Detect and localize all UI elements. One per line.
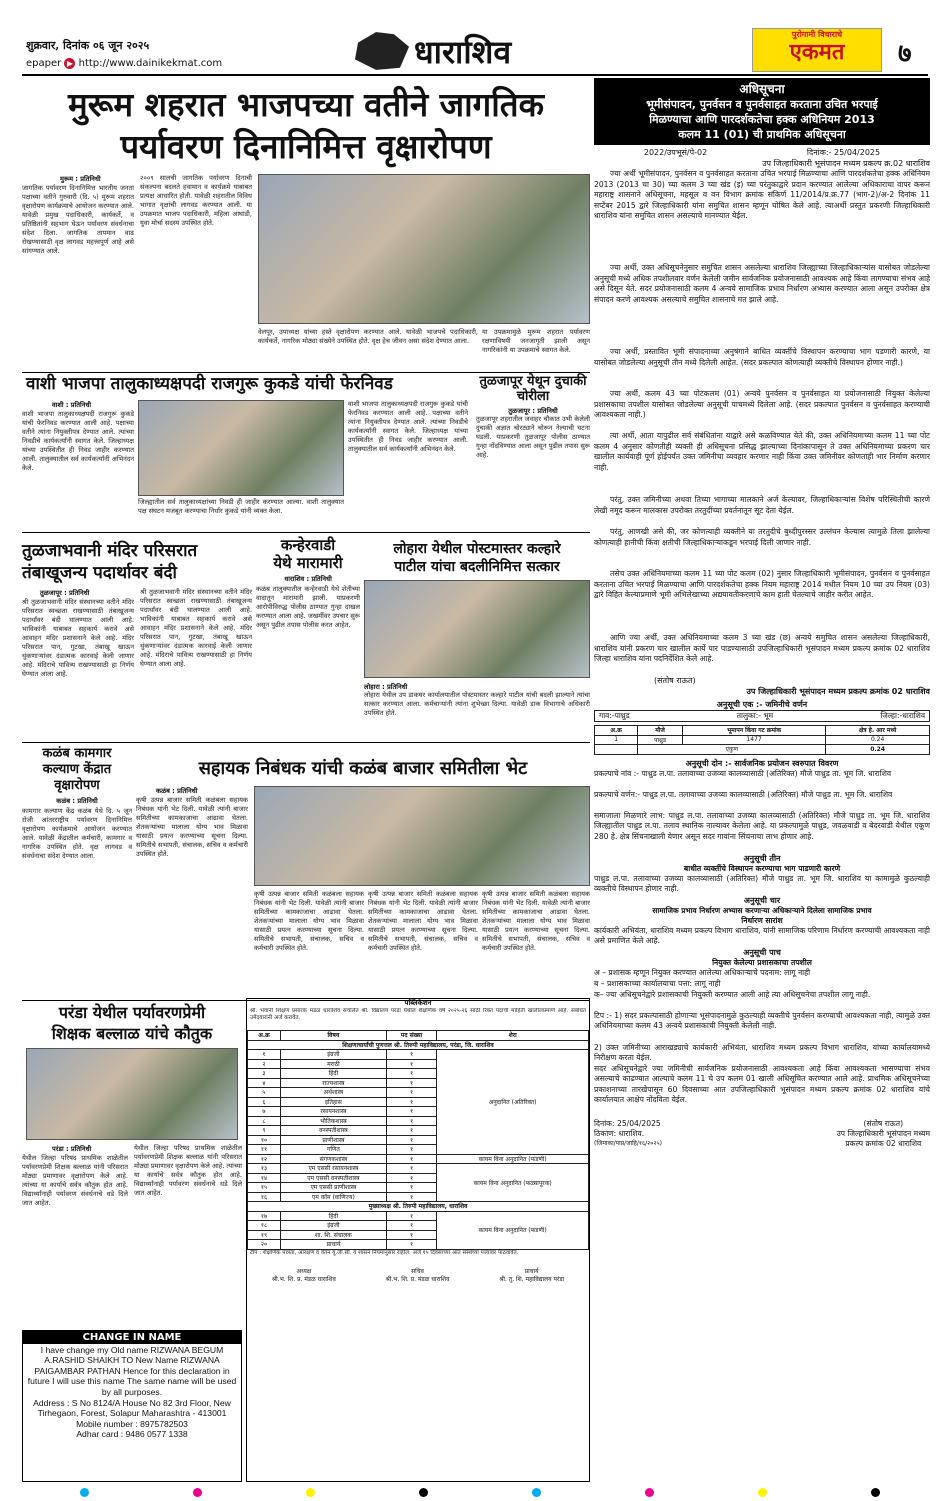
notice-para8: तसेच उक्त अधिनियमाच्या कलम 11 च्या पोट कलम (02) नुसार जिल्हाधिकारी भूमीसंपादन, पुनर्वसन व पुनर्वसाहत करताना उचित भरपाई मिळण्याचा आणि पारदर्शकतेचा हक्क नियम महाराष्ट्र 2014 मधील नियम 10 च्या उप नियम (03) द्वारे विहित केल्याप्रमाणे भूमी अभिलेखाच्या अद्ययावतीकरणाचे काम हाती घेतल्याचे जाहीर करीत आहेत. bbox=[594, 569, 930, 599]
table-cell: १ bbox=[386, 1230, 436, 1240]
table-cell: प्राचार्य bbox=[280, 1240, 386, 1250]
story7-headline: कळंब कामगार कल्याण केंद्रात वृक्षारोपण bbox=[42, 746, 112, 793]
table-cell: इतिहास bbox=[280, 1097, 386, 1107]
table-cell: मराठी bbox=[280, 1059, 386, 1069]
table-cell: १ bbox=[386, 1116, 436, 1126]
table-cell: १ bbox=[386, 1154, 436, 1164]
place-date: दिनांक: 25/04/2025 bbox=[594, 1118, 661, 1128]
header bbox=[0, 0, 945, 78]
schedule4-body: कार्यकारी अभियंता, धाराशिव मध्यम प्रकल्प विभाग धाराशिव, यांनी सामाजिक परिणाम निर्धारण करण्याची आवश्यकता नाही असे प्रमाणित केले आहे. bbox=[594, 925, 930, 945]
table-remark: अनुदानित (अतिरिक्त) bbox=[437, 1050, 589, 1155]
table-cell: १७ bbox=[248, 1211, 281, 1221]
table-remark: कायम विना अनुदानित (फडणी) bbox=[437, 1211, 589, 1249]
notice-sign-title2: उप जिल्हाधिकारी भूसंपादन मध्यम bbox=[836, 1128, 930, 1138]
table-cell: १ bbox=[386, 1059, 436, 1069]
table-notice-footnote: टीप : शैक्षणिक पात्रता, आरक्षण व वेतन यू.जी.सी. व शासन नियमानुसार राहील. अर्ज १५ दिवसांच्या आत संस्थेच्या पत्त्यावर पाठवावेत. bbox=[250, 1249, 519, 1256]
story9 bbox=[22, 1144, 242, 1324]
page-number: ७ bbox=[898, 39, 912, 69]
story1-photo bbox=[258, 174, 590, 324]
table-cell: १४ bbox=[248, 1173, 281, 1183]
table-cell: १ bbox=[386, 1097, 436, 1107]
table-cell: ५ bbox=[248, 1088, 281, 1098]
table-cell: एम एससी रसायनशास्त्र bbox=[280, 1164, 386, 1174]
notice-title-block bbox=[594, 78, 930, 145]
table-cell: संगणकशास्त्र bbox=[280, 1154, 386, 1164]
notice-para4: ज्या अर्थी, कलम 43 च्या पोटकलम (01) अन्वये पुनर्वसन व पुनर्वसाहत या प्रयोजनासाठी नियुक्त केलेल्या प्रशासकाचा तपशील यासोबत जोडलेल्या अनुसूची पाचमध्ये दिलेला आहे. (सदर प्रकल्पात पुनर्वसन व पुनर्वसाहत करण्याची आवश्यकता नाही.) bbox=[594, 389, 930, 419]
note2: 2) उक्त जमिनीच्या आराखड्याचे कार्यकारी अभियंता, धाराशिव मध्यम प्रकल्प विभाग धाराशिव, यांच्या कार्यालयामध्ये निरीक्षण करता येईल. bbox=[594, 1042, 930, 1062]
notice-para1: ज्या अर्थी भूमीसंपादन, पुनर्वसन व पुनर्वसाहत करताना उचित भरपाई मिळण्याचा आणि पारदर्शकतेचा हक्क अधिनियम 2013 (2013 चा 30) च्या कलम 3 च्या खंड (इ) च्या परंतुकाद्वारे प्रदान करण्यात आलेल्या अधिकाराचा वापर करून महाराष्ट्र शासनाने अधिसूचना, महसूल व वन विभाग क्रमांक संकिर्ण 11/2014/प्र.क्र.77 (भाग-2)/अ-2 दिनांक 11 सप्टेंबर 2015 द्वारे जिल्हाधिकारी यांना समुचित शासन म्हणून घोषित केले आहे. त्याअर्थी प्रस्तुत प्रकरणी जिल्हाधिकारी धाराशिव यांना समुचित शासन असल्याचे मानण्यात येईल. bbox=[594, 169, 930, 220]
story9-byline: परंडा : प्रतिनिधी bbox=[52, 1145, 92, 1153]
notice-sign-title3: प्रकल्प क्रमांक 02 धाराशिव bbox=[845, 1138, 922, 1148]
schedule-header: भूमापन किंवा गट क्रमांक bbox=[682, 726, 825, 736]
paper-name: एकमत bbox=[789, 40, 845, 65]
schedule-header: अ.क्र bbox=[595, 726, 638, 736]
story6 bbox=[364, 682, 590, 738]
table-cell: १८ bbox=[248, 1221, 281, 1231]
note3: सदर अधिसूचनेद्वारे ज्या जमिनीची सार्वजनिक प्रयोजनासाठी आवश्यकता आहे किंवा आवश्यकता भासण्याचा संभव असल्याचे काढण्यात आल्याचे कलम 11 चे उप कलम 01 खाली अधिसूचित करण्यात आले आहे. प्राथमिक अधिसूचनेच्या प्रकाशनाच्या तारखेपासून 60 दिवसाच्या आत उपजिल्हाधिकारी भूसंपादन मध्यम प्रकल्प क्रमांक 02 धाराशिव यांचे कार्यालयात आक्षेप नोंदविता येईल. bbox=[594, 1063, 930, 1104]
table-cell: १ bbox=[386, 1183, 436, 1193]
schedule5-a: अ – प्रशासक म्हणून नियुक्त करण्यात आलेल्या अधिकाऱ्याचे पदनाम: लागू नाही bbox=[594, 967, 811, 977]
story6-photo bbox=[364, 580, 590, 678]
story2-body2: जिल्ह्यातील सर्व तालुकाध्यक्षांच्या निवडी ही जाहीर करण्यात आल्या. वाशी तालुक्यात पक्ष संघटन मजबूत करण्याचा निर्धार कुकडे यांनी व्यक्त केला. bbox=[138, 498, 344, 515]
notice-title-1: भूमीसंपादन, पुनर्वसन व पुनर्वसाहत करताना उचित भरपाई bbox=[646, 98, 878, 111]
website-link[interactable]: http://www.dainikekmat.com bbox=[78, 58, 223, 69]
dot-icon bbox=[419, 1488, 428, 1497]
schedule-cell: 1477 bbox=[682, 735, 825, 745]
table-cell: १६ bbox=[248, 1192, 281, 1202]
story1-byline: मुरूम : प्रतिनिधी bbox=[60, 175, 101, 183]
masthead bbox=[752, 28, 882, 72]
story8-body: कृषी उत्पन्न बाजार समिती कळंबला सहायक निबंधक यांनी भेट दिली. यावेळी त्यांनी बाजार समितीच्या कामकाजाचा आढावा घेतला. शेतकऱ्यांच्या मालाला योग्य भाव मिळावा यासाठी प्रयत्न करण्याच्या सूचना दिल्या. समितीचे सभापती, संचालक, सचिव व कर्मचारी उपस्थित होते. bbox=[136, 796, 248, 858]
table-row bbox=[248, 1211, 589, 1221]
change-name-address: Address : S No 8124/A House No 82 3rd Floor, New Tirhegaon, Forest, Solapur Maharashtra - 413001 bbox=[33, 1398, 231, 1419]
divider bbox=[22, 742, 590, 743]
table-cell: १ bbox=[386, 1126, 436, 1136]
taluka: तालुका:- भूम bbox=[736, 711, 774, 720]
schedule5-title: अनुसूची पाच bbox=[743, 947, 781, 957]
story3-headline: तुळजापूर येथून दुचाकी चोरीला bbox=[479, 374, 587, 404]
table-cell: ७ bbox=[248, 1107, 281, 1117]
sign-1b: श्री.भ. शि. प्र. मंडळ धाराशिव bbox=[271, 1275, 336, 1283]
table-header: पद संख्या bbox=[386, 1031, 436, 1041]
table-cell: १ bbox=[386, 1240, 436, 1250]
notice-para7: परंतु, आणखी असे की, जर कोणत्याही व्यक्तीने या तरतुदीचे बुध्दीपुरस्सर उल्लंघन केल्यास त्यामुळे तिला झालेल्या कोणत्याही हानीची किंवा क्षतीची जिल्हाधिकाऱ्याकडून भरपाई दिली जाणार नाही. bbox=[594, 527, 930, 547]
schedule2-title: अनुसूची दोन :- सार्वजनिक प्रयोजन स्वरुपात विवरण bbox=[685, 758, 839, 768]
table-cell: ३ bbox=[248, 1069, 281, 1079]
table-cell: एम कॉम (वाणिज्य) bbox=[280, 1192, 386, 1202]
dot-icon bbox=[80, 1488, 89, 1497]
story8-headline: सहायक निबंधक यांची कळंब बाजार समितीला भेट bbox=[198, 758, 528, 779]
story1 bbox=[22, 172, 590, 372]
table-header: अ.क्र bbox=[248, 1031, 281, 1041]
total-blank bbox=[595, 745, 638, 755]
table-header: विषय bbox=[280, 1031, 386, 1041]
notice-ref-row bbox=[594, 147, 930, 158]
epaper-label: epaper bbox=[26, 58, 62, 69]
change-name-title: CHANGE IN NAME bbox=[23, 1331, 241, 1344]
district: जिल्हा:-धाराशिव bbox=[880, 711, 925, 720]
notice-sign-name: (संतोष राऊत) bbox=[654, 676, 696, 685]
story8-body4: कृषी उत्पन्न बाजार समिती कळंबला सहायक निबंधक यांनी भेट दिली. यावेळी त्यांनी बाजार समितीच्या कामकाजाचा आढावा घेतला. शेतकऱ्यांच्या मालाला योग्य भाव मिळावा यासाठी प्रयत्न करण्याच्या सूचना दिल्या. समितीचे सभापती, संचालक, सचिव व कर्मचारी उपस्थित होते. bbox=[482, 890, 590, 952]
table-cell: इंग्रजी bbox=[280, 1050, 386, 1060]
project-name: प्रकल्पाचे नांव :- पाथ्रुड ल.पा. तलावाच्या उजव्या कालव्यासाठी (अतिरिक्त) मौजे पाथ्रुड ता. भूम जि. धाराशिव bbox=[594, 768, 892, 778]
schedule3-sub: बाधीत व्यक्तींचे विस्थापन करण्याचा भाग पाडणारी कारणे bbox=[683, 863, 841, 873]
story8-byline: कळंब : प्रतिनिधी bbox=[156, 787, 198, 795]
dot-icon bbox=[306, 1488, 315, 1497]
table-cell: शा. शि. संचालक bbox=[280, 1230, 386, 1240]
table-cell: १ bbox=[386, 1069, 436, 1079]
story5-headline: कन्हेरवाडी येथे मारामारी bbox=[273, 536, 343, 572]
table-cell: १२ bbox=[248, 1154, 281, 1164]
notice-para6: परंतु, उक्त जमिनीच्या अथवा तिच्या भागाच्या मालकाने अर्ज केल्यावर, जिल्हाधिकाऱ्यांस विशेष परिस्थितीची कारणे लेखी नमूद करून मालकास उपरोक्त तरतुदींच्या प्रवर्तनातून सूट देता येईल. bbox=[594, 495, 930, 515]
table-cell: एम एससी प्राणीशास्त्र bbox=[280, 1183, 386, 1193]
table-row bbox=[248, 1164, 589, 1174]
dot-icon bbox=[871, 1488, 880, 1497]
schedule-cell: 0.24 bbox=[826, 735, 930, 745]
table-cell: १ bbox=[386, 1145, 436, 1155]
notice-para9: आणि ज्या अर्थी, उक्त अधिनियमाच्या कलम 3 च्या खंड (छ) अन्वये समुचित शासन असलेल्या जिल्हाधिकारी, धाराशिव यांनी प्रकरण चार खालील कार्ये पार पाडण्यासाठी उपजिल्हाधिकारी भूसंपादन मध्यम प्रकल्प क्रमांक 02 धाराशिव जिल्हा धाराशिव यांना पदनिर्देशित केले आहे. bbox=[594, 633, 930, 663]
table-row bbox=[248, 1050, 589, 1060]
section-title: धाराशिव bbox=[414, 33, 512, 71]
divider bbox=[22, 532, 590, 533]
table-header: शेरा bbox=[437, 1031, 589, 1041]
story8-photo bbox=[254, 786, 590, 886]
table-cell: १ bbox=[386, 1050, 436, 1060]
total-label: एकुण bbox=[638, 745, 826, 755]
dot-icon bbox=[193, 1488, 202, 1497]
story5 bbox=[256, 536, 360, 740]
story9-headline: परंडा येथील पर्यावरणप्रेमी शिक्षक बल्लाळ यांचे कौतुक bbox=[51, 1003, 213, 1043]
tagline: पुरोगामी विचाराचे bbox=[791, 30, 843, 39]
schedule4-sub: सामाजिक प्रभाव निर्धारण अभ्यास करणाऱ्या अधिकाऱ्याने दिलेला सामाजिक प्रभाव bbox=[652, 905, 872, 915]
vacancy-table bbox=[247, 1030, 589, 1250]
table-cell: १ bbox=[386, 1135, 436, 1145]
table-cell: राज्यशास्त्र bbox=[280, 1078, 386, 1088]
schedule1-title: अनुसूची एक :- जमिनीचे वर्णन bbox=[716, 700, 808, 709]
story1-caption2: या उपक्रमामुळे मुरूम शहरात पर्यावरण रक्षणाविषयी जनजागृती झाली असून नागरिकांनी या उपक्रमाचे स्वागत केले. bbox=[482, 328, 590, 354]
story8 bbox=[136, 786, 590, 1000]
story8-body2: कृषी उत्पन्न बाजार समिती कळंबला सहायक निबंधक यांनी भेट दिली. यावेळी त्यांनी बाजार समितीच्या कामकाजाचा आढावा घेतला. शेतकऱ्यांच्या मालाला योग्य भाव मिळावा यासाठी प्रयत्न करण्याच्या सूचना दिल्या. समितीचे सभापती, संचालक, सचिव व कर्मचारी उपस्थित होते. bbox=[254, 890, 364, 952]
schedule1-place bbox=[594, 710, 930, 722]
story1-col2: २००९ सालची जागतिक पर्यावरण दिनाची संकल्पना बदलते हवामान व कार्यक्रमे याबाबत प्रत्यक्ष आधारित होती. यावेळी शहरातील विविध भागात वृक्षांची लागवड करण्यात आली. या उपक्रमात भाजप पदाधिकारी, महिला आघाडी, युवा मोर्चा सदस्य उपस्थित होते. bbox=[140, 174, 252, 227]
note1: टिप :- 1) सदर प्रकल्पासाठी होणाऱ्या भूसंपादनामुळे कुठल्याही व्यक्तीचे पुनर्वसन करण्याची आवश्यकता नाही, त्यामुळे उक्त अधिनियमाच्या कलम 43 अन्वये प्रशासकाची नियुक्ती केलेली नाही. bbox=[594, 1010, 930, 1030]
table-cell: अर्थशास्त्र bbox=[280, 1088, 386, 1098]
color-marks bbox=[80, 1488, 880, 1498]
table-cell: १ bbox=[386, 1221, 436, 1231]
schedule-cell: 1 bbox=[595, 735, 638, 745]
notice bbox=[594, 78, 930, 1486]
table-cell: ४ bbox=[248, 1078, 281, 1088]
table-cell: १० bbox=[248, 1135, 281, 1145]
story6-body: लोहारा येथील उप डाकघर कार्यालयातील पोस्टमास्तर कल्हारे पाटील यांची बदली झाल्याने त्यांचा सत्कार करण्यात आला. कर्मचाऱ्यांनी त्यांना शुभेच्छा दिल्या. यावेळी डाक विभागाचे अधिकारी उपस्थित होते. bbox=[364, 691, 590, 717]
story1-caption: वेलपूर, उपाध्यक्ष यांच्या हस्ते वृक्षारोपण करण्यात आले. यावेळी भाजपचे पदाधिकारी, कार्यकर्ते, नागरिक मोठ्या संख्येने उपस्थित होते. वृक्ष हेच जीवन असा संदेश देण्यात आला. bbox=[258, 328, 478, 345]
schedule4-title: अनुसूची चार bbox=[743, 895, 781, 905]
change-name-body: I have change my Old name RIZWANA BEGUM A.RASHID SHAIKH TO New Name RIZWANA PAIGAMBAR PATHAN Hence for this declaration in future I will use this name The same name will be used by all purposes. bbox=[27, 1345, 237, 1397]
schedule3-body: पाथ्रुड ल.पा. तलावाच्या उजव्या कालव्यासाठी (अतिरिक्त) मौजे पाथ्रुड ता. भूम जि. धाराशिव या कामामुळे कुठल्याही व्यक्तीचे विस्थापन होणार नाही. bbox=[594, 873, 930, 893]
sign-3: प्राचार्य bbox=[524, 1267, 539, 1275]
dot-icon bbox=[645, 1488, 654, 1497]
notice-office: उप जिल्हाधिकारी भूसंपादन मध्यम प्रकल्प क्र.02 धाराशिव bbox=[762, 159, 930, 168]
schedule5-b: ब – प्रशासकाच्या कार्यालयाचा पत्ता: लागू नाही bbox=[594, 978, 721, 988]
table-cell: ६ bbox=[248, 1097, 281, 1107]
schedule-header: क्षेत्र हे. आर मध्ये bbox=[826, 726, 930, 736]
notice-footer bbox=[594, 1119, 930, 1149]
table-section: मुख्याध्यक्ष श्री. तिरुपी महाविद्यालय, धाराशिव bbox=[248, 1202, 589, 1212]
schedule5-c: क– ज्या अधिसूचनेद्वारे प्रशासकाची नियुक्ती करण्यात आली आहे त्या अधिसूचनेचा तपशील लागू नाही. bbox=[594, 989, 871, 999]
table-cell: १ bbox=[386, 1078, 436, 1088]
story5-byline: धाराशिव : प्रतिनिधी bbox=[284, 575, 332, 583]
table-cell: वनस्पतीशास्त्र bbox=[280, 1126, 386, 1136]
table-cell: हिंदी bbox=[280, 1211, 386, 1221]
schedule1-table bbox=[594, 725, 930, 755]
table-cell: १ bbox=[386, 1088, 436, 1098]
notice-para5: त्या अर्थी, आता यापुढील सर्व संबंधितांना याद्वारे असे कळविण्यात येते की, उक्त अधिनियमाच्या कलम 11 च्या पोट कलम 4 अनुसार कोणतीही व्यक्ती ही अधिसूचना प्रसिद्ध झाल्याच्या दिनांकापासून ते उक्त अधिनियमाच्या प्रकरण चार खालील कार्यवाही पूर्ण होईपर्यंत उक्त जमिनीचा व्यवहार करणार नाही किंवा उक्त जमिनीवर कोणताही भार निर्माण करणार नाही. bbox=[594, 431, 930, 472]
story2 bbox=[22, 398, 470, 528]
story1-headline: मुरूम शहरात भाजपच्या वतीने जागतिक पर्यावरण दिनानिमित्त वृक्षारोपण bbox=[68, 85, 544, 166]
story2-body: वाशी भाजपा तालुकाध्यक्षपदी राजगुरू कुकडे यांची फेरनिवड करण्यात आली आहे. पक्षाच्या वतीने त्यांना नियुक्तीपत्र देण्यात आले. त्यांच्या निवडीचे कार्यकर्त्यांनी स्वागत केले. जिल्हाध्यक्ष यांच्या उपस्थितीत ही निवड जाहीर करण्यात आली. तालुक्यातील सर्व कार्यकर्त्यांनी अभिनंदन केले. bbox=[22, 410, 134, 472]
table-notice-intro: श्री. भवानी शिक्षण प्रसारक मंडळ धाराशिव संचलित श्री. विद्यालय परंडा येथील शैक्षणिक वर्ष २०२५-२६ साठी रिक्त पदांची माहिती खालीलप्रमाणे आहे. संबंधित उमेदवारांनी अर्ज करावेत. bbox=[250, 1008, 586, 1021]
table-cell: १५ bbox=[248, 1183, 281, 1193]
sign-2: सचिव bbox=[411, 1267, 424, 1275]
story6-byline: लोहारा : प्रतिनिधी bbox=[364, 683, 408, 691]
story4 bbox=[22, 588, 252, 738]
village: गाव:-पाथ्रुड bbox=[599, 711, 630, 720]
story2-body3: वाशी भाजपा तालुकाध्यक्षपदी राजगुरू कुकडे यांची फेरनिवड करण्यात आली आहे. पक्षाच्या वतीने त्यांना नियुक्तीपत्र देण्यात आले. त्यांच्या निवडीचे कार्यकर्त्यांनी स्वागत केले. जिल्हाध्यक्ष यांच्या उपस्थितीत ही निवड जाहीर करण्यात आली. तालुक्यातील सर्व कार्यकर्त्यांनी अभिनंदन केले. bbox=[348, 400, 468, 453]
sign-2b: श्री.भ. शि. प्र. मंडळ धाराशिव bbox=[385, 1275, 450, 1283]
story3-byline: तुळजापूर : प्रतिनिधी bbox=[508, 407, 558, 415]
table-cell: १ bbox=[386, 1164, 436, 1174]
notice-ref: 2022/उपभूसं/पे-02 bbox=[643, 148, 708, 157]
table-remark: कायम विना अनुदानित (फडणी) bbox=[437, 1154, 589, 1164]
story9-body: येथील जिल्हा परिषद प्राथमिक शाळेतील पर्यावरणप्रेमी शिक्षक बल्लाळ यांनी परिसरात मोठ्या प्रमाणावर वृक्षारोपण केले आहे. त्यांच्या या कार्याचे सर्वत्र कौतुक होत आहे. विद्यार्थ्यांनाही पर्यावरण संवर्धनाचे धडे दिले जात आहेत. bbox=[22, 1154, 128, 1207]
story5-body: कळंब तालुक्यातील कन्हेरवाडी येथे शेतीच्या वादातून मारामारी झाली. याप्रकरणी आरोपीविरुद्ध पोलीस ठाण्यात गुन्हा दाखल करण्यात आला आहे. जखमींवर उपचार सुरू असून पुढील तपास पोलीस करत आहेत. bbox=[256, 585, 360, 629]
table-cell: १ bbox=[386, 1192, 436, 1202]
table-cell: रसायनशास्त्र bbox=[280, 1107, 386, 1117]
story9-body2: येथील जिल्हा परिषद प्राथमिक शाळेतील पर्यावरणप्रेमी शिक्षक बल्लाळ यांनी परिसरात मोठ्या प्रमाणावर वृक्षारोपण केले आहे. त्यांच्या या कार्याचे सर्वत्र कौतुक होत आहे. विद्यार्थ्यांनाही पर्यावरण संवर्धनाचे धडे दिले जात आहेत. bbox=[134, 1144, 242, 1197]
notice-title-3: कलम 11 (01) ची प्राथमिक अधिसूचना bbox=[678, 128, 846, 141]
benefit: समाजाला मिळणारे लाभ: पाथ्रुड ल.पा. तलावाच्या उजव्या कालव्यासाठी (अतिरिक्त) मौजे पाथ्रुड ता. भूम जि. धाराशिव जिल्ह्यातील पाथ्रुड ल.पा. तलाव स्थानिक नाल्यावर केलेला आहे. या प्रकल्पामुळे पाथ्रुड, जवळवाडी व बेदरवाडी येथील एकूण 280 हे. क्षेत्र सिंचनाखाली येणार असून सदर गावांना सिंचनाचा लाभ होणार आहे. bbox=[594, 810, 930, 841]
story2-photo bbox=[138, 400, 344, 496]
table-cell: भौतिकशास्त्र bbox=[280, 1116, 386, 1126]
story2-headline: वाशी भाजपा तालुकाध्यक्षपदी राजगुरू कुकडे यांची फेरनिवड bbox=[26, 374, 393, 394]
table-cell: १ bbox=[248, 1050, 281, 1060]
table-row bbox=[248, 1154, 589, 1164]
table-notice bbox=[246, 998, 590, 1482]
story3-body: तुळजापूर शहरातील जवाहर चौकात उभी केलेली दुचाकी अज्ञात चोरट्याने चोरून नेल्याची घटना घडली. याप्रकरणी तुळजापूर पोलीस ठाण्यात गुन्हा नोंदविण्यात आला असून पुढील तपास सुरू आहे. bbox=[476, 415, 590, 459]
table-notice-signatures bbox=[247, 1267, 589, 1283]
table-cell: १९ bbox=[248, 1230, 281, 1240]
story9-photo bbox=[26, 1048, 238, 1140]
header-rule bbox=[22, 74, 928, 76]
story7-body: कामगार कल्याण केंद्र कळंब येथे दि. ५ जून रोजी आंतरराष्ट्रीय पर्यावरण दिनानिमित्त वृक्षारोपण कार्यक्रमाचे आयोजन करण्यात आले. यावेळी केंद्रातील कर्मचारी, कामगार व नागरिक उपस्थित होते. वृक्ष लागवड व संवर्धनाचा संदेश देण्यात आला. bbox=[22, 807, 132, 860]
footer-ref: (जिमाका/पाप्र/जाहि/१६/२०२५) bbox=[594, 1139, 662, 1147]
table-cell: १ bbox=[386, 1173, 436, 1183]
notice-sign-title: उप जिल्हाधिकारी भूसंपादन मध्यम प्रकल्प क्रमांक 02 धाराशिव bbox=[746, 687, 930, 696]
table-cell: प्राणीशास्त्र bbox=[280, 1135, 386, 1145]
table-notice-title: पब्लिकेशन bbox=[404, 999, 432, 1007]
table-cell: २० bbox=[248, 1240, 281, 1250]
date-line: शुक्रवार, दिनांक ०६ जून २०२५ bbox=[26, 39, 150, 52]
table-cell: हिंदी bbox=[280, 1069, 386, 1079]
dot-icon bbox=[532, 1488, 541, 1497]
schedule5-sub: नियुक्त केलेल्या प्रशासकाचा तपशील bbox=[712, 957, 812, 967]
notice-title-2: मिळण्याचा आणि पारदर्शकतेचा हक्क अधिनियम 2013 bbox=[649, 113, 875, 126]
notice-date: दिनांक:- 25/04/2025 bbox=[806, 148, 881, 157]
notice-para3: ज्या अर्थी, प्रस्तावित भूमी संपादनाच्या अनुषंगाने बाधित व्यक्तींचे विस्थापन करण्याचा भाग पडणारी कारणे, या यासोबत जोडलेल्या अनुसूची तीन मध्ये दिलेली आहेत. (सदर प्रकल्पात कोणत्याही व्यक्तीचे विस्थापन होणार नाही.) bbox=[594, 347, 930, 367]
project-desc: प्रकल्पाचे वर्णन:- पाथ्रुड ल.पा. तलावाच्या उजव्या कालव्यासाठी (अतिरिक्त) मौजे पाथ्रुड ता. भूम जि. धाराशिव bbox=[594, 789, 893, 799]
arrow-icon: ▶ bbox=[64, 58, 75, 69]
table-cell: २ bbox=[248, 1059, 281, 1069]
table-section: शिक्षणाचार्यांची पुणत्तल श्री. तिरुपी महाविद्यालय, परंडा, जि. धाराशिव bbox=[248, 1040, 589, 1050]
change-name-ad bbox=[22, 1330, 242, 1482]
schedule-cell: पाथ्रुड bbox=[638, 735, 683, 745]
story7-byline: कळंब : प्रतिनिधी bbox=[56, 797, 98, 805]
table-cell: गणित bbox=[280, 1145, 386, 1155]
dot-icon bbox=[758, 1488, 767, 1497]
place: ठिकाण: धाराशिव. bbox=[594, 1128, 645, 1138]
table-cell: ९ bbox=[248, 1126, 281, 1136]
table-cell: १ bbox=[386, 1211, 436, 1221]
notice-sign-name2: (संतोष राऊत) bbox=[863, 1118, 904, 1128]
table-cell: ८ bbox=[248, 1116, 281, 1126]
table-cell: एम एससी वनस्पतीशास्त्र bbox=[280, 1173, 386, 1183]
story7 bbox=[22, 746, 132, 1000]
total-value: 0.24 bbox=[826, 745, 930, 755]
notice-sign bbox=[594, 675, 930, 686]
story4-body2: श्री तुळजाभवानी मंदिर संस्थानच्या वतीने मंदिर परिसरात स्वच्छता राखण्यासाठी तंबाखूजन्य पदार्थांवर बंदी घालण्यात आली आहे. भाविकांनी याबाबत सहकार्य करावे असे आवाहन मंदिर प्रशासनाने केले आहे. मंदिर परिसरात पान, गुटखा, तंबाखू खाऊन थुंकणाऱ्यांवर दंडात्मक कारवाई केली जाणार आहे. मंदिराचे पावित्र्य राखण्यासाठी हा निर्णय घेण्यात आला आहे. bbox=[140, 588, 252, 668]
table-cell: १ bbox=[386, 1107, 436, 1117]
story8-body3: कृषी उत्पन्न बाजार समिती कळंबला सहायक निबंधक यांनी भेट दिली. यावेळी त्यांनी बाजार समितीच्या कामकाजाचा आढावा घेतला. शेतकऱ्यांच्या मालाला योग्य भाव मिळावा यासाठी प्रयत्न करण्याच्या सूचना दिल्या. समितीचे सभापती, संचालक, सचिव व कर्मचारी उपस्थित होते. bbox=[368, 890, 478, 952]
table-cell: १३ bbox=[248, 1164, 281, 1174]
story4-byline: तुळजापूर : प्रतिनिधी bbox=[40, 589, 90, 597]
story6-headline: लोहारा येथील पोस्टमास्तर कल्हारे पाटील यांचा बदलीनिमित्त सत्कार bbox=[393, 541, 561, 575]
table-remark: कायम विना अनुदानित (फळ्यापूरक) bbox=[437, 1164, 589, 1202]
story4-headline: तुळजाभवानी मंदिर परिसरात तंबाखूजन्य पदार्थावर बंदी bbox=[22, 541, 198, 583]
notice-para2: ज्या अर्थी, उक्त अधिसूचनेनुसार समुचित शासन असलेल्या धाराशिव जिल्ह्याच्या जिल्हाधिकाऱ्यांस यासोबत जोडलेल्या अनुसूची मध्ये अधिक तपशीलवार वर्णन केलेली जमीन सार्वजनिक प्रयोजनासाठी आवश्यक आहे किंवा लागण्याचा संभव आहे असे दिसून येते. सदर प्रयोजनासाठी कलम 4 अन्वये सामाजिक प्रभाव निर्धारण अभ्यास करण्यात आला असून उपरोक्त क्षेत्र संपादन करणे आवश्यक असल्याचे समुचित शासनाचे मत झाले आहे. bbox=[594, 263, 930, 304]
notice-heading: अधिसूचना bbox=[739, 82, 785, 96]
story3 bbox=[476, 374, 590, 530]
table-cell: इंग्रजी bbox=[280, 1221, 386, 1231]
story4-body: श्री तुळजाभवानी मंदिर संस्थानच्या वतीने मंदिर परिसरात स्वच्छता राखण्यासाठी तंबाखूजन्य पदार्थांवर बंदी घालण्यात आली आहे. भाविकांनी याबाबत सहकार्य करावे असे आवाहन मंदिर प्रशासनाने केले आहे. मंदिर परिसरात पान, गुटखा, तंबाखू खाऊन थुंकणाऱ्यांवर दंडात्मक कारवाई केली जाणार आहे. मंदिराचे पावित्र्य राखण्यासाठी हा निर्णय घेण्यात आला आहे. bbox=[22, 598, 134, 678]
table-cell: ११ bbox=[248, 1145, 281, 1155]
schedule4-sub2: निर्धारण सारांश bbox=[741, 915, 783, 925]
change-name-adhar: Adhar card : 9486 0577 1338 bbox=[76, 1429, 188, 1440]
epaper-line bbox=[26, 58, 222, 69]
schedule-header: मौजे bbox=[638, 726, 683, 736]
sign-1: अध्यक्ष bbox=[296, 1267, 312, 1275]
change-name-mobile: Mobile number : 8975782503 bbox=[76, 1418, 188, 1429]
sign-3b: श्री. तु. शि. महाविद्यालय परंडा bbox=[499, 1275, 565, 1283]
story1-col1: जागतिक पर्यावरण दिनानिमित्त भारतीय जनता पक्षाच्या वतीने गुरुवारी (दि. ५) मुरूम शहरात वृक्षारोपण कार्यक्रमाचे आयोजन करण्यात आले. यावेळी प्रमुख पदाधिकारी, कार्यकर्ते, व प्रतिष्ठितांनी सहभाग घेऊन पर्यावरण संवर्धनाचा संदेश दिला. जागतिक तापमान वाढ रोखण्यासाठी वृक्ष लागवड महत्त्वपूर्ण आहे असे सांगण्यात आले. bbox=[22, 184, 134, 255]
map-logo-icon bbox=[352, 30, 412, 72]
story2-byline: वाशी : प्रतिनिधी bbox=[52, 401, 92, 409]
schedule3-title: अनुसूची तीन bbox=[743, 853, 781, 863]
